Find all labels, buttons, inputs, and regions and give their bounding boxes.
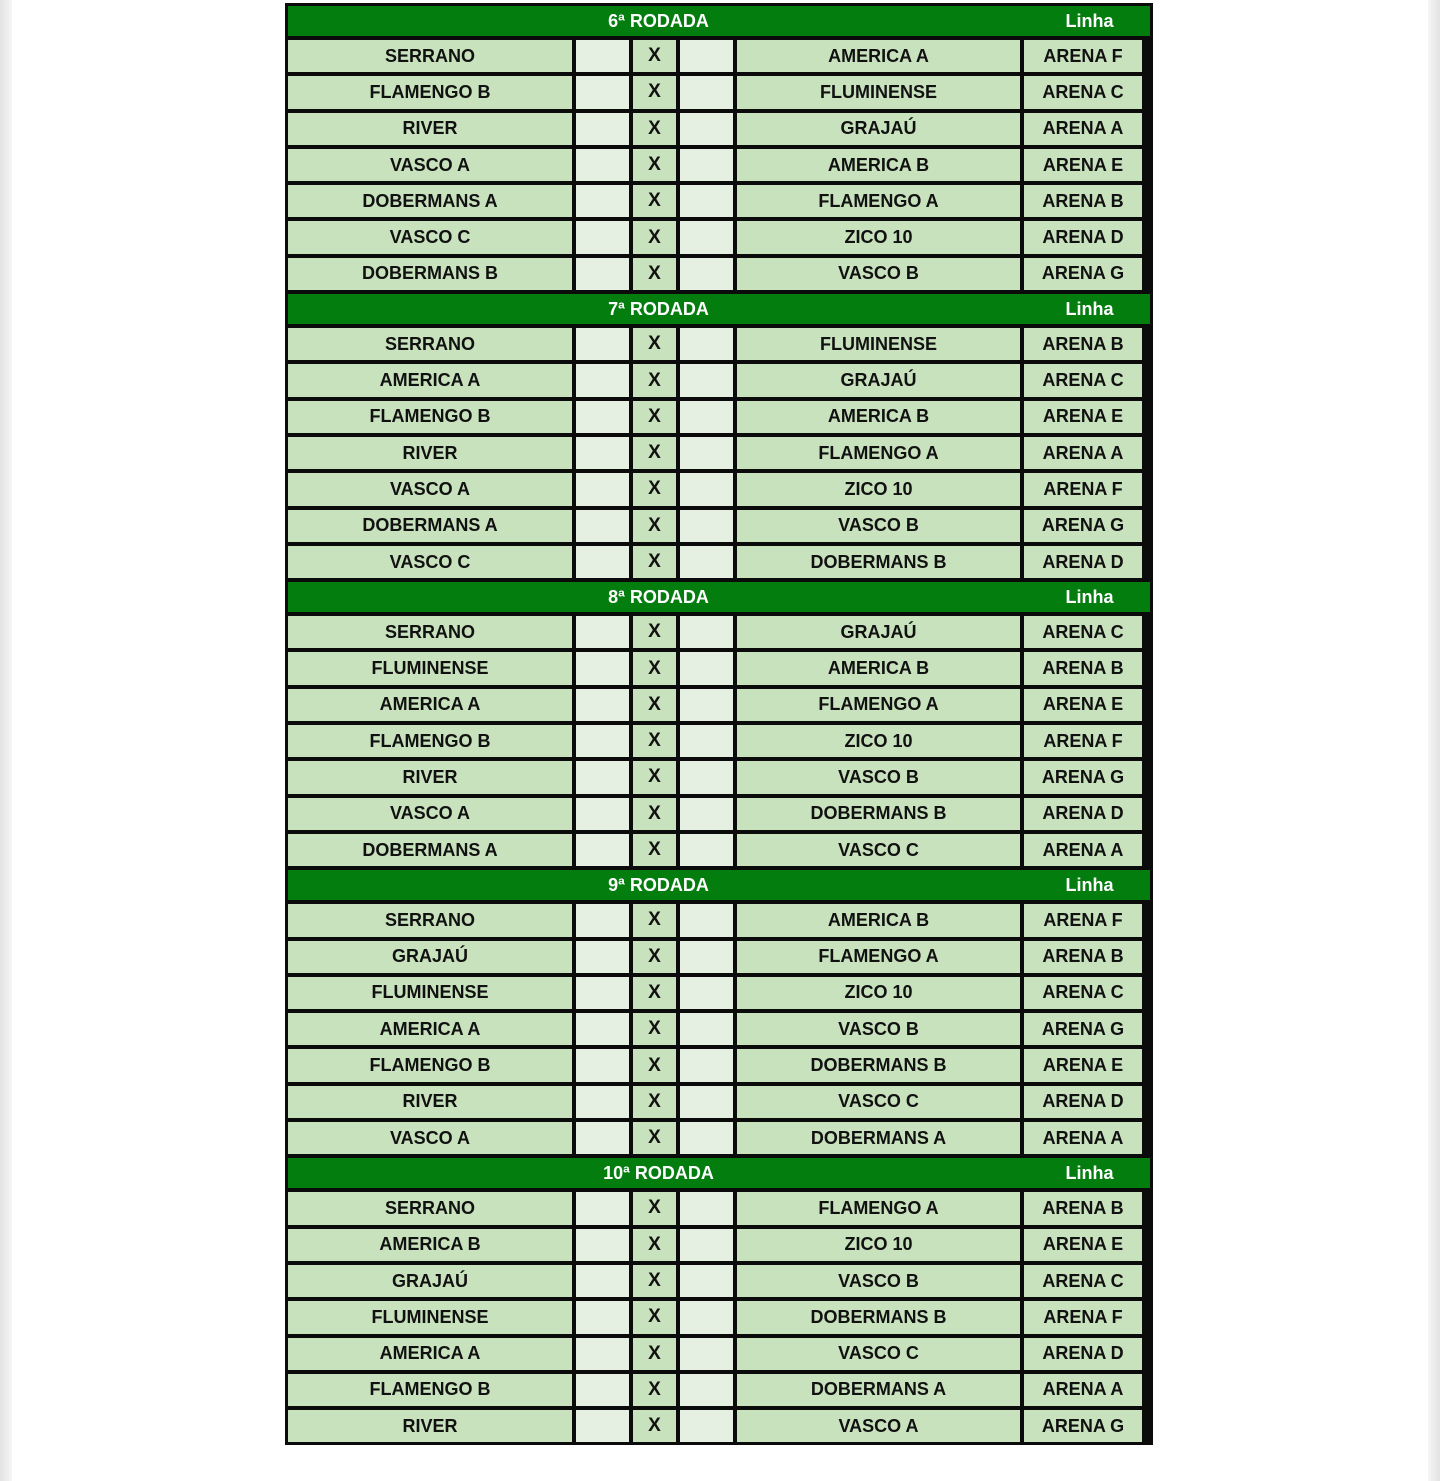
arena-cell: ARENA B (1024, 328, 1142, 360)
match-row (288, 1049, 1150, 1085)
home-score-cell[interactable] (576, 258, 629, 290)
home-team: AMERICA B (288, 1229, 572, 1261)
home-team: FLAMENGO B (288, 725, 572, 757)
versus-mark: X (633, 1122, 676, 1154)
match-row (288, 546, 1150, 582)
match-row (288, 364, 1150, 400)
arena-cell: ARENA B (1024, 652, 1142, 684)
arena-cell: ARENA G (1024, 1410, 1142, 1442)
away-team: DOBERMANS B (737, 1049, 1020, 1081)
arena-cell: ARENA B (1024, 1192, 1142, 1224)
away-score-cell[interactable] (680, 1410, 733, 1442)
away-team: VASCO B (737, 258, 1020, 290)
away-team: VASCO B (737, 1265, 1020, 1297)
versus-mark: X (633, 1192, 676, 1224)
home-score-cell[interactable] (576, 473, 629, 505)
home-team: FLAMENGO B (288, 401, 572, 433)
arena-cell: ARENA D (1024, 1338, 1142, 1370)
match-list (288, 328, 1150, 582)
home-team: VASCO A (288, 1122, 572, 1154)
versus-mark: X (633, 258, 676, 290)
match-row (288, 437, 1150, 473)
home-team: DOBERMANS A (288, 510, 572, 542)
versus-mark: X (633, 1338, 676, 1370)
away-score-cell[interactable] (680, 1338, 733, 1370)
round-block (288, 1158, 1150, 1442)
away-team: VASCO B (737, 761, 1020, 793)
away-score-cell[interactable] (680, 364, 733, 396)
home-score-cell[interactable] (576, 185, 629, 217)
home-score-cell[interactable] (576, 1013, 629, 1045)
versus-mark: X (633, 1410, 676, 1442)
home-score-cell[interactable] (576, 1122, 629, 1154)
match-row (288, 689, 1150, 725)
versus-mark: X (633, 904, 676, 936)
round-title: 6ª RODADA (608, 11, 709, 31)
home-team: DOBERMANS A (288, 834, 572, 866)
versus-mark: X (633, 328, 676, 360)
home-score-cell[interactable] (576, 40, 629, 72)
away-score-cell[interactable] (680, 1265, 733, 1297)
away-team: AMERICA A (737, 40, 1020, 72)
away-score-cell[interactable] (680, 185, 733, 217)
arena-cell: ARENA F (1024, 40, 1142, 72)
away-team: FLUMINENSE (737, 328, 1020, 360)
versus-mark: X (633, 40, 676, 72)
away-score-cell[interactable] (680, 1086, 733, 1118)
home-score-cell[interactable] (576, 977, 629, 1009)
home-team: SERRANO (288, 328, 572, 360)
away-score-cell[interactable] (680, 761, 733, 793)
match-list (288, 1192, 1150, 1442)
away-score-cell[interactable] (680, 1374, 733, 1406)
home-score-cell[interactable] (576, 113, 629, 145)
arena-cell: ARENA E (1024, 689, 1142, 721)
versus-mark: X (633, 1374, 676, 1406)
away-team: DOBERMANS A (737, 1122, 1020, 1154)
schedule-table (285, 3, 1153, 1445)
round-block (288, 870, 1150, 1158)
match-row (288, 1410, 1150, 1442)
arena-cell: ARENA A (1024, 113, 1142, 145)
home-score-cell[interactable] (576, 1301, 629, 1333)
home-score-cell[interactable] (576, 904, 629, 936)
home-score-cell[interactable] (576, 1374, 629, 1406)
round-block (288, 582, 1150, 870)
away-team: FLAMENGO A (737, 1192, 1020, 1224)
away-team: VASCO C (737, 1338, 1020, 1370)
away-team: AMERICA B (737, 149, 1020, 181)
away-team: FLAMENGO A (737, 437, 1020, 469)
arena-cell: ARENA A (1024, 834, 1142, 866)
versus-mark: X (633, 798, 676, 830)
away-team: VASCO C (737, 834, 1020, 866)
round-block (288, 294, 1150, 582)
home-score-cell[interactable] (576, 328, 629, 360)
arena-cell: ARENA E (1024, 1049, 1142, 1081)
arena-cell: ARENA G (1024, 761, 1142, 793)
arena-cell: ARENA A (1024, 1122, 1142, 1154)
home-score-cell[interactable] (576, 1338, 629, 1370)
versus-mark: X (633, 725, 676, 757)
away-score-cell[interactable] (680, 76, 733, 108)
match-row (288, 798, 1150, 834)
versus-mark: X (633, 221, 676, 253)
arena-cell: ARENA B (1024, 185, 1142, 217)
away-team: ZICO 10 (737, 1229, 1020, 1261)
versus-mark: X (633, 1301, 676, 1333)
home-team: GRAJAÚ (288, 941, 572, 973)
versus-mark: X (633, 941, 676, 973)
away-score-cell[interactable] (680, 401, 733, 433)
match-row (288, 941, 1150, 977)
home-team: FLAMENGO B (288, 76, 572, 108)
versus-mark: X (633, 510, 676, 542)
home-team: SERRANO (288, 1192, 572, 1224)
arena-cell: ARENA C (1024, 364, 1142, 396)
versus-mark: X (633, 437, 676, 469)
linha-column-label: Linha (1065, 587, 1114, 608)
versus-mark: X (633, 473, 676, 505)
home-team: FLUMINENSE (288, 1301, 572, 1333)
away-score-cell[interactable] (680, 473, 733, 505)
home-team: DOBERMANS B (288, 258, 572, 290)
match-row (288, 652, 1150, 688)
round-title: 9ª RODADA (608, 875, 709, 896)
away-team: FLUMINENSE (737, 76, 1020, 108)
away-score-cell[interactable] (680, 113, 733, 145)
away-score-cell[interactable] (680, 977, 733, 1009)
home-team: FLAMENGO B (288, 1374, 572, 1406)
home-team: RIVER (288, 1086, 572, 1118)
away-team: DOBERMANS B (737, 798, 1020, 830)
round-block (288, 6, 1150, 294)
match-row (288, 904, 1150, 940)
arena-cell: ARENA F (1024, 725, 1142, 757)
away-score-cell[interactable] (680, 546, 733, 578)
home-score-cell[interactable] (576, 1049, 629, 1081)
away-team: DOBERMANS B (737, 546, 1020, 578)
linha-column-label: Linha (1065, 299, 1114, 320)
versus-mark: X (633, 113, 676, 145)
home-score-cell[interactable] (576, 652, 629, 684)
versus-mark: X (633, 364, 676, 396)
home-score-cell[interactable] (576, 1229, 629, 1261)
away-team: ZICO 10 (737, 221, 1020, 253)
match-row (288, 1013, 1150, 1049)
round-header (288, 870, 1150, 904)
home-team: RIVER (288, 761, 572, 793)
away-score-cell[interactable] (680, 510, 733, 542)
away-team: VASCO C (737, 1086, 1020, 1118)
home-score-cell[interactable] (576, 689, 629, 721)
away-score-cell[interactable] (680, 258, 733, 290)
match-row (288, 834, 1150, 870)
arena-cell: ARENA G (1024, 510, 1142, 542)
away-score-cell[interactable] (680, 616, 733, 648)
away-team: ZICO 10 (737, 725, 1020, 757)
arena-cell: ARENA D (1024, 221, 1142, 253)
versus-mark: X (633, 616, 676, 648)
away-team: AMERICA B (737, 904, 1020, 936)
away-score-cell[interactable] (680, 1192, 733, 1224)
versus-mark: X (633, 76, 676, 108)
away-score-cell[interactable] (680, 1301, 733, 1333)
linha-column-label: Linha (1065, 1163, 1114, 1184)
round-title: 8ª RODADA (608, 587, 709, 608)
away-score-cell[interactable] (680, 1122, 733, 1154)
home-team: AMERICA A (288, 1013, 572, 1045)
match-row (288, 76, 1150, 112)
match-row (288, 401, 1150, 437)
match-row (288, 616, 1150, 652)
rounds-container (288, 6, 1150, 1442)
home-team: AMERICA A (288, 364, 572, 396)
match-list (288, 904, 1150, 1158)
match-row (288, 1122, 1150, 1158)
home-team: RIVER (288, 437, 572, 469)
home-score-cell[interactable] (576, 761, 629, 793)
versus-mark: X (633, 761, 676, 793)
match-row (288, 761, 1150, 797)
away-team: ZICO 10 (737, 977, 1020, 1009)
away-team: FLAMENGO A (737, 185, 1020, 217)
arena-cell: ARENA F (1024, 473, 1142, 505)
home-score-cell[interactable] (576, 1410, 629, 1442)
match-row (288, 1229, 1150, 1265)
home-team: FLAMENGO B (288, 1049, 572, 1081)
away-score-cell[interactable] (680, 40, 733, 72)
away-score-cell[interactable] (680, 1013, 733, 1045)
arena-cell: ARENA E (1024, 1229, 1142, 1261)
versus-mark: X (633, 834, 676, 866)
round-header (288, 582, 1150, 616)
home-team: SERRANO (288, 904, 572, 936)
match-row (288, 258, 1150, 294)
versus-mark: X (633, 1086, 676, 1118)
match-row (288, 149, 1150, 185)
home-score-cell[interactable] (576, 149, 629, 181)
away-score-cell[interactable] (680, 221, 733, 253)
round-header (288, 294, 1150, 328)
home-score-cell[interactable] (576, 941, 629, 973)
home-team: FLUMINENSE (288, 977, 572, 1009)
match-row (288, 1265, 1150, 1301)
match-row (288, 977, 1150, 1013)
match-row (288, 328, 1150, 364)
versus-mark: X (633, 977, 676, 1009)
away-team: VASCO A (737, 1410, 1020, 1442)
away-team: GRAJAÚ (737, 616, 1020, 648)
match-list (288, 616, 1150, 870)
arena-cell: ARENA D (1024, 1086, 1142, 1118)
home-score-cell[interactable] (576, 798, 629, 830)
linha-column-label: Linha (1065, 11, 1114, 31)
home-score-cell[interactable] (576, 76, 629, 108)
match-row (288, 725, 1150, 761)
away-score-cell[interactable] (680, 725, 733, 757)
home-team: AMERICA A (288, 689, 572, 721)
home-score-cell[interactable] (576, 725, 629, 757)
versus-mark: X (633, 546, 676, 578)
away-score-cell[interactable] (680, 941, 733, 973)
arena-cell: ARENA C (1024, 616, 1142, 648)
round-header (288, 1158, 1150, 1192)
match-row (288, 1374, 1150, 1410)
away-score-cell[interactable] (680, 328, 733, 360)
away-score-cell[interactable] (680, 904, 733, 936)
linha-column-label: Linha (1065, 875, 1114, 896)
away-team: DOBERMANS A (737, 1374, 1020, 1406)
away-score-cell[interactable] (680, 437, 733, 469)
home-team: AMERICA A (288, 1338, 572, 1370)
away-score-cell[interactable] (680, 1049, 733, 1081)
away-team: GRAJAÚ (737, 364, 1020, 396)
home-score-cell[interactable] (576, 510, 629, 542)
arena-cell: ARENA G (1024, 1013, 1142, 1045)
arena-cell: ARENA C (1024, 76, 1142, 108)
home-team: SERRANO (288, 40, 572, 72)
away-team: VASCO B (737, 510, 1020, 542)
versus-mark: X (633, 1265, 676, 1297)
home-team: SERRANO (288, 616, 572, 648)
versus-mark: X (633, 149, 676, 181)
match-row (288, 1338, 1150, 1374)
away-score-cell[interactable] (680, 149, 733, 181)
arena-cell: ARENA C (1024, 977, 1142, 1009)
arena-cell: ARENA A (1024, 1374, 1142, 1406)
arena-cell: ARENA A (1024, 437, 1142, 469)
home-team: VASCO C (288, 546, 572, 578)
away-score-cell[interactable] (680, 1229, 733, 1261)
home-team: RIVER (288, 113, 572, 145)
versus-mark: X (633, 1013, 676, 1045)
arena-cell: ARENA C (1024, 1265, 1142, 1297)
away-score-cell[interactable] (680, 652, 733, 684)
arena-cell: ARENA F (1024, 1301, 1142, 1333)
away-team: VASCO B (737, 1013, 1020, 1045)
arena-cell: ARENA E (1024, 149, 1142, 181)
home-team: VASCO A (288, 149, 572, 181)
arena-cell: ARENA E (1024, 401, 1142, 433)
match-row (288, 221, 1150, 257)
away-score-cell[interactable] (680, 834, 733, 866)
away-score-cell[interactable] (680, 798, 733, 830)
round-title: 7ª RODADA (608, 299, 709, 320)
match-row (288, 1192, 1150, 1228)
home-score-cell[interactable] (576, 834, 629, 866)
match-row (288, 510, 1150, 546)
match-row (288, 40, 1150, 76)
home-score-cell[interactable] (576, 437, 629, 469)
home-score-cell[interactable] (576, 401, 629, 433)
round-header (288, 6, 1150, 40)
match-row (288, 473, 1150, 509)
arena-cell: ARENA F (1024, 904, 1142, 936)
page-edge-right (1428, 0, 1440, 1481)
match-row (288, 1086, 1150, 1122)
versus-mark: X (633, 401, 676, 433)
home-score-cell[interactable] (576, 1086, 629, 1118)
away-team: DOBERMANS B (737, 1301, 1020, 1333)
home-score-cell[interactable] (576, 221, 629, 253)
away-team: ZICO 10 (737, 473, 1020, 505)
home-score-cell[interactable] (576, 1265, 629, 1297)
away-team: AMERICA B (737, 652, 1020, 684)
versus-mark: X (633, 1049, 676, 1081)
versus-mark: X (633, 185, 676, 217)
home-team: GRAJAÚ (288, 1265, 572, 1297)
home-team: RIVER (288, 1410, 572, 1442)
match-row (288, 1301, 1150, 1337)
home-team: VASCO A (288, 798, 572, 830)
arena-cell: ARENA D (1024, 798, 1142, 830)
home-team: VASCO A (288, 473, 572, 505)
home-score-cell[interactable] (576, 616, 629, 648)
versus-mark: X (633, 652, 676, 684)
away-team: FLAMENGO A (737, 941, 1020, 973)
arena-cell: ARENA B (1024, 941, 1142, 973)
away-team: AMERICA B (737, 401, 1020, 433)
home-team: FLUMINENSE (288, 652, 572, 684)
home-score-cell[interactable] (576, 364, 629, 396)
away-team: GRAJAÚ (737, 113, 1020, 145)
match-row (288, 113, 1150, 149)
home-team: DOBERMANS A (288, 185, 572, 217)
home-score-cell[interactable] (576, 546, 629, 578)
home-team: VASCO C (288, 221, 572, 253)
versus-mark: X (633, 1229, 676, 1261)
versus-mark: X (633, 689, 676, 721)
arena-cell: ARENA D (1024, 546, 1142, 578)
away-score-cell[interactable] (680, 689, 733, 721)
match-row (288, 185, 1150, 221)
page-edge-left (0, 0, 12, 1481)
match-list (288, 40, 1150, 294)
away-team: FLAMENGO A (737, 689, 1020, 721)
arena-cell: ARENA G (1024, 258, 1142, 290)
home-score-cell[interactable] (576, 1192, 629, 1224)
round-title: 10ª RODADA (603, 1163, 714, 1184)
